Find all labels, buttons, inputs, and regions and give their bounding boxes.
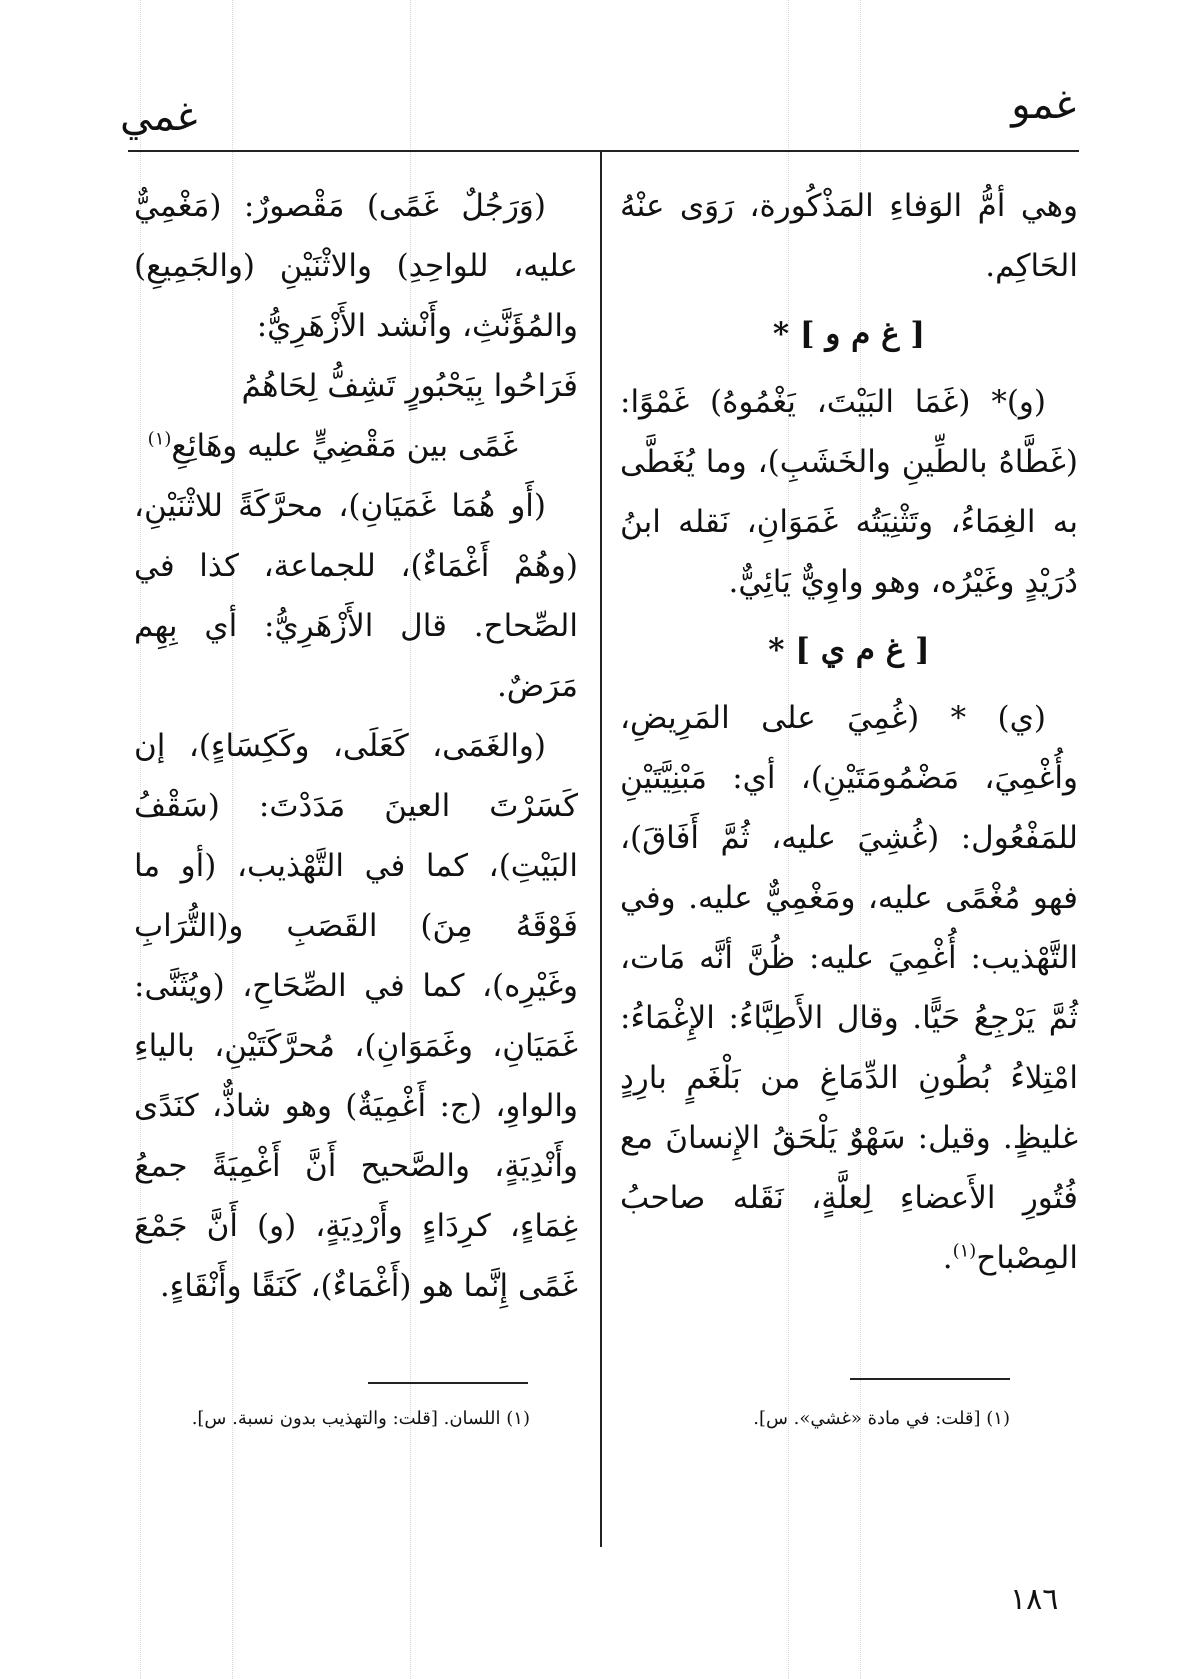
root-heading: [ غ م ي ] * [768,632,930,668]
verse-line: فَرَاحُوا بِيَحْبُورٍ تَشِفُّ لِحَاهُمُ [241,368,578,404]
page-number: ١٨٦ [1010,1582,1059,1617]
footnote-marker: (١) [147,428,172,450]
verse-line [134,416,578,476]
entry-text [620,688,1078,1288]
entry-text: (والغَمَى، كَعَلَى، وكَكِسَاءٍ)، إن كَسَرْتَ العينَ مَدَدْتَ: (سَقْفُ البَيْتِ)، كما في التَّهْذيب، (أو ما فَوْقَهُ مِنَ) القَصَبِ و(التُّرَابِ وغَيْرِه)، كما في الصِّحَاحِ، (ويُثَنَّى: غَمَيَانِ، وغَمَوَانِ)، مُحرَّكَتَيْنِ، بالياءِ والواوِ، (ج: أَغْمِيَةٌ) وهو شاذٌّ، كنَدًى وأَنْدِيَةٍ، والصَّحيح أَنَّ أَغْمِيَةً جمعُ غِمَاءٍ، كرِدَاءٍ وأَرْدِيَةٍ، (و) أَنَّ جَمْعَ غَمًى إِنَّما هو (أَغْمَاءٌ)، كَنَقًا وأَنْقَاءٍ. [134,728,578,1304]
root-heading: [ غ م و ] * [772,316,926,352]
footnote-rule [850,1378,1010,1380]
footnote: (١) اللسان. [قلت: والتهذيب بدون نسبة. س]. [191,1408,530,1429]
entry-text: (و)* (غَمَا البَيْتَ، يَغْمُوهُ) غَمْوًا: (غَطَّاهُ بالطِّينِ والخَشَبِ)، وما يُغَطَّى به الغِمَاءُ، وتَثْنِيَتُه غَمَوَانِ، نَقله ابنُ دُرَيْدٍ وغَيْرُه، وهو واوِيٌّ يَائِيٌّ. [620,384,1078,600]
verse-line-text: غَمًى بين مَقْضِيٍّ عليه وهَائِعِ [171,428,518,464]
right-column [620,176,1078,1288]
footnote-marker: (١) [952,1240,977,1262]
entry-text: وهي أمُّ الوَفاءِ المَذْكُورة، رَوَى عنْهُ الحَاكِم. [620,188,1078,284]
entry-text: (أَو هُمَا غَمَيَانِ)، محرَّكَةً للاثْنَيْنِ، (وهُمْ أَغْمَاءٌ)، للجماعة، كذا في الصِّحاح. قال الأَزْهَرِيُّ: أي بِهِم مَرَضٌ. [134,488,578,704]
entry-text-body: (ي) * (غُمِيَ على المَرِيضِ، وأُغْمِيَ، مَضْمُومَتَيْنِ)، أي: مَبْنِيَّتَيْنِ للمَفْعُول: (غُشِيَ عليه، ثُمَّ أَفَاقَ)، فهو مُغْمًى عليه، ومَغْمِيٌّ عليه. وفي التَّهْذيب: أُغْمِيَ عليه: ظُنَّ أنَّه مَات، ثُمَّ يَرْجِعُ حَيًّا. وقال الأَطِبَّاءُ: الإِغْمَاءُ: امْتِلاءُ بُطُونِ الدِّمَاغِ من بَلْغَمٍ بارِدٍ غليظٍ. وقيل: سَهْوٌ يَلْحَقُ الإِنسانَ مع فُتُورِ الأَعضاءِ لِعلَّةٍ، نَقَله صاحبُ المِصْباح [620,700,1078,1276]
entry-text: (وَرَجُلٌ غَمًى) مَقْصورٌ: (مَغْمِيٌّ عليه، للواحِدِ) والاثْنَيْنِ (والجَمِيعِ) والمُؤَنَّثِ، وأَنْشد الأَزْهَرِيُّ: [134,188,578,344]
footnote-rule [368,1382,528,1384]
footnote: (١) [قلت: في مادة «غشي». س]. [753,1408,1010,1429]
column-divider [600,152,602,1547]
left-column [134,176,578,1316]
running-header-right: غمو [1011,82,1076,128]
running-header-left: غمي [120,94,198,140]
header-rule [128,150,1079,152]
entry-text-end: . [942,1240,953,1276]
poetry-verse [134,356,578,476]
